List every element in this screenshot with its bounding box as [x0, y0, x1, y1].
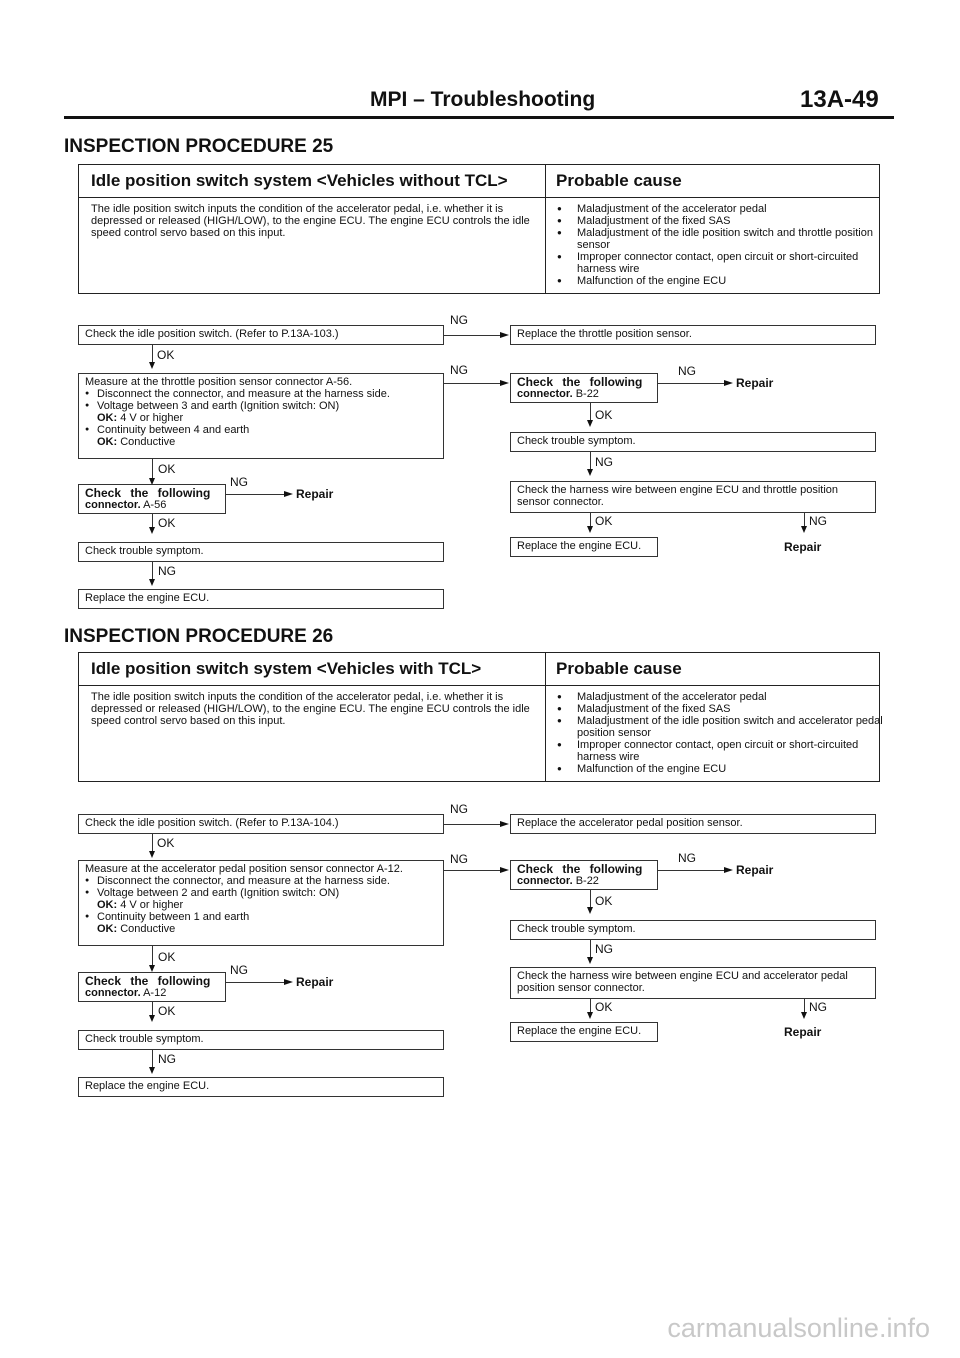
probable-cause-list	[555, 203, 885, 287]
connector-line-text	[517, 875, 599, 887]
list-item: ● Maladjustment of the idle position switch and throttle position sensor	[555, 227, 885, 251]
connector-line-text	[85, 499, 166, 511]
list-item: ● Improper connector contact, open circuit or short-circuited harness wire	[555, 739, 885, 763]
list-item: ● Maladjustment of the idle position switch and accelerator pedal position sensor	[555, 715, 885, 739]
ng-label: NG	[450, 852, 468, 866]
arrow-down-icon	[149, 1015, 155, 1022]
connector-line-text	[85, 987, 166, 999]
spec-key: OK:	[97, 436, 118, 448]
ok-label: OK	[158, 1004, 176, 1018]
connector-line	[658, 383, 724, 384]
connector-id: A-12	[143, 987, 167, 999]
connector-label: connector.	[517, 388, 573, 400]
connector-label: connector.	[85, 987, 141, 999]
system-heading: Idle position switch system <Vehicles without TCL>	[91, 171, 508, 190]
ng-label: NG	[450, 802, 468, 816]
repair-label: Repair	[736, 863, 774, 877]
arrow-down-icon	[149, 579, 155, 586]
ok-label: OK	[595, 408, 613, 422]
check-trouble-right-box: Check trouble symptom.	[510, 432, 876, 452]
ok-label: OK	[157, 348, 175, 362]
connector-line	[444, 335, 500, 336]
connector-line	[226, 494, 284, 495]
list-item: ● Maladjustment of the accelerator pedal	[555, 203, 885, 215]
arrow-right-icon	[724, 380, 733, 386]
arrow-down-icon	[149, 362, 155, 369]
arrow-down-icon	[587, 469, 593, 476]
ng-label: NG	[678, 364, 696, 378]
connector-id: B-22	[575, 875, 599, 887]
repair-label: Repair	[296, 975, 334, 989]
connector-label: connector.	[517, 875, 573, 887]
check-connector-title: Check the following	[85, 974, 211, 988]
spec-line	[85, 899, 437, 911]
arrow-down-icon	[149, 851, 155, 858]
spec-value: 4 V or higher	[120, 899, 184, 911]
measure-title: Measure at the throttle position sensor connector A-56.	[85, 376, 353, 388]
list-item: ● Continuity between 1 and earth	[85, 911, 437, 923]
check-trouble-left-box: Check trouble symptom.	[78, 542, 444, 562]
check-connector-right-box	[510, 860, 658, 890]
replace-sensor-box: Replace the throttle position sensor.	[510, 325, 876, 345]
header-rule	[64, 116, 894, 119]
page-title: MPI – Troubleshooting	[370, 88, 596, 111]
check-connector-title: Check the following	[85, 486, 211, 500]
ng-label: NG	[595, 942, 613, 956]
arrow-down-icon	[149, 527, 155, 534]
list-item: ● Maladjustment of the fixed SAS	[555, 215, 885, 227]
repair-label: Repair	[296, 487, 334, 501]
arrow-right-icon	[724, 867, 733, 873]
list-item: ● Maladjustment of the fixed SAS	[555, 703, 885, 715]
arrow-right-icon	[500, 332, 509, 338]
spec-line	[85, 436, 437, 448]
table-divider	[545, 165, 546, 293]
check-idle-switch-box: Check the idle position switch. (Refer to P.13A-104.)	[78, 814, 444, 834]
arrow-down-icon	[801, 1012, 807, 1019]
check-connector-right-box	[510, 373, 658, 403]
spec-key: OK:	[97, 923, 118, 935]
connector-id: A-56	[143, 499, 167, 511]
arrow-right-icon	[284, 491, 293, 497]
spec-value: 4 V or higher	[120, 412, 184, 424]
connector-line-text	[517, 388, 599, 400]
measure-box	[78, 860, 444, 946]
arrow-right-icon	[500, 867, 509, 873]
ok-label: OK	[595, 1000, 613, 1014]
ng-label: NG	[678, 851, 696, 865]
arrow-down-icon	[587, 907, 593, 914]
arrow-right-icon	[500, 821, 509, 827]
list-item: ● Maladjustment of the accelerator pedal	[555, 691, 885, 703]
ng-label: NG	[158, 564, 176, 578]
repair-label: Repair	[736, 376, 774, 390]
list-item: ● Improper connector contact, open circuit or short-circuited harness wire	[555, 251, 885, 275]
connector-line	[658, 870, 724, 871]
probable-cause-list	[555, 691, 885, 775]
list-item: ● Continuity between 4 and earth	[85, 424, 437, 436]
table-divider	[545, 653, 546, 781]
check-connector-left-box	[78, 972, 226, 1002]
page-number: 13A-49	[800, 86, 879, 113]
system-description: The idle position switch inputs the condition of the accelerator pedal, i.e. whether it is depressed or released (HIGH/LOW), to the engine ECU. The engine ECU controls the idle speed control servo based on this input.	[91, 691, 530, 727]
check-connector-title: Check the following	[517, 862, 643, 876]
spec-value: Conductive	[120, 923, 176, 935]
ng-label: NG	[595, 455, 613, 469]
system-description: The idle position switch inputs the condition of the accelerator pedal, i.e. whether it is depressed or released (HIGH/LOW), to the engine ECU. The engine ECU controls the idle speed control servo based on this input.	[91, 203, 530, 239]
procedure-title: INSPECTION PROCEDURE 25	[64, 136, 334, 157]
list-item: ● Malfunction of the engine ECU	[555, 275, 885, 287]
connector-line	[444, 383, 500, 384]
probable-cause-heading: Probable cause	[556, 171, 682, 190]
spec-line	[85, 923, 437, 935]
list-item: ● Disconnect the connector, and measure at the harness side.	[85, 875, 437, 887]
spec-key: OK:	[97, 899, 118, 911]
measure-title: Measure at the accelerator pedal position sensor connector A-12.	[85, 863, 403, 875]
cause-table	[78, 652, 883, 782]
repair-label: Repair	[784, 1025, 822, 1039]
arrow-down-icon	[149, 1067, 155, 1074]
list-item: ● Malfunction of the engine ECU	[555, 763, 885, 775]
replace-sensor-box: Replace the accelerator pedal position sensor.	[510, 814, 876, 834]
ng-label: NG	[450, 363, 468, 377]
check-connector-title: Check the following	[517, 375, 643, 389]
probable-cause-heading: Probable cause	[556, 659, 682, 678]
arrow-down-icon	[587, 420, 593, 427]
ok-label: OK	[158, 516, 176, 530]
measure-box	[78, 373, 444, 459]
watermark: carmanualsonline.info	[667, 1313, 930, 1343]
arrow-down-icon	[587, 957, 593, 964]
connector-label: connector.	[85, 499, 141, 511]
arrow-down-icon	[587, 526, 593, 533]
spec-key: OK:	[97, 412, 118, 424]
ok-label: OK	[595, 514, 613, 528]
arrow-right-icon	[500, 380, 509, 386]
list-item: ● Disconnect the connector, and measure at the harness side.	[85, 388, 437, 400]
ok-label: OK	[158, 462, 176, 476]
replace-ecu-left-box: Replace the engine ECU.	[78, 1077, 444, 1097]
spec-line	[85, 412, 437, 424]
check-connector-left-box	[78, 484, 226, 514]
procedure-title: INSPECTION PROCEDURE 26	[64, 626, 334, 647]
replace-ecu-left-box: Replace the engine ECU.	[78, 589, 444, 609]
ng-label: NG	[450, 313, 468, 327]
repair-label: Repair	[784, 540, 822, 554]
ng-label: NG	[809, 514, 827, 528]
ok-label: OK	[157, 836, 175, 850]
spec-value: Conductive	[120, 436, 176, 448]
ng-label: NG	[230, 475, 248, 489]
ok-label: OK	[158, 950, 176, 964]
ng-label: NG	[809, 1000, 827, 1014]
cause-table	[78, 164, 880, 294]
check-trouble-right-box: Check trouble symptom.	[510, 920, 876, 940]
arrow-down-icon	[801, 526, 807, 533]
list-item: ● Voltage between 2 and earth (Ignition switch: ON)	[85, 887, 437, 899]
arrow-right-icon	[284, 979, 293, 985]
connector-id: B-22	[575, 388, 599, 400]
check-idle-switch-box: Check the idle position switch. (Refer to P.13A-103.)	[78, 325, 444, 345]
list-item: ● Voltage between 3 and earth (Ignition switch: ON)	[85, 400, 437, 412]
connector-line	[444, 870, 500, 871]
arrow-down-icon	[149, 965, 155, 972]
check-harness-box: Check the harness wire between engine ECU and accelerator pedal position sensor connector.	[510, 967, 876, 999]
ok-label: OK	[595, 894, 613, 908]
check-harness-box: Check the harness wire between engine ECU and throttle position sensor connector.	[510, 481, 876, 513]
connector-line	[444, 824, 500, 825]
ng-label: NG	[158, 1052, 176, 1066]
check-trouble-left-box: Check trouble symptom.	[78, 1030, 444, 1050]
arrow-down-icon	[587, 1012, 593, 1019]
ng-label: NG	[230, 963, 248, 977]
replace-ecu-right-box: Replace the engine ECU.	[510, 1022, 658, 1042]
connector-line	[226, 982, 284, 983]
system-heading: Idle position switch system <Vehicles with TCL>	[91, 659, 482, 678]
replace-ecu-right-box: Replace the engine ECU.	[510, 537, 658, 557]
